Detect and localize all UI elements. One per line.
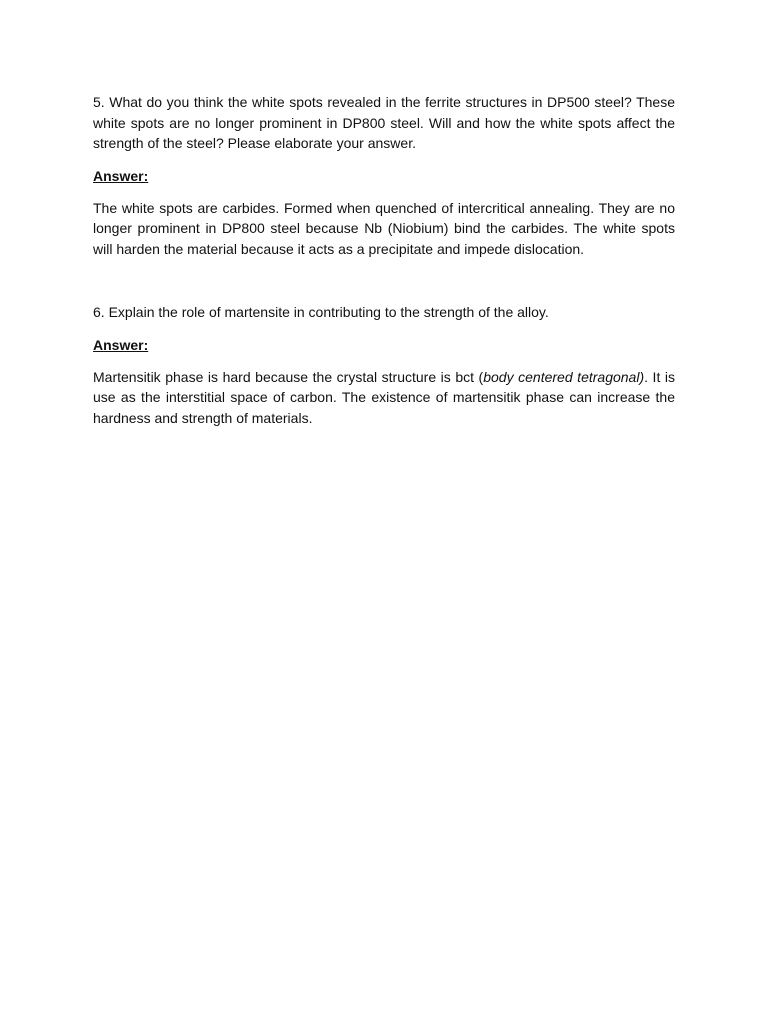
answer-5-label: Answer: xyxy=(93,167,149,184)
document-page xyxy=(93,92,675,428)
answer-6-text xyxy=(93,367,675,429)
question-5: 5. What do you think the white spots revealed in the ferrite structures in DP500 steel? These white spots are no longer prominent in DP800 steel. Will and how the white spots affect the strength of the steel? Please elaborate your answer. xyxy=(93,94,675,151)
question-6: 6. Explain the role of martensite in contributing to the strength of the alloy. xyxy=(93,304,549,320)
answer-6-text-italic: body centered tetragonal) xyxy=(483,368,645,385)
answer-6-text-after: . It is use as the interstitial space of carbon. The existence of martensitik phase can increase the hardness and strength of materials. xyxy=(93,368,675,426)
answer-6-text-before: Martensitik phase is hard because the crystal structure is bct ( xyxy=(93,368,484,385)
answer-6-label: Answer: xyxy=(93,336,149,353)
answer-5-text: The white spots are carbides. Formed when quenched of intercritical annealing. They are no longer prominent in DP800 steel because Nb (Niobium) bind the carbides. The white spots will harden the material because it acts as a precipitate and impede dislocation. xyxy=(93,199,675,257)
